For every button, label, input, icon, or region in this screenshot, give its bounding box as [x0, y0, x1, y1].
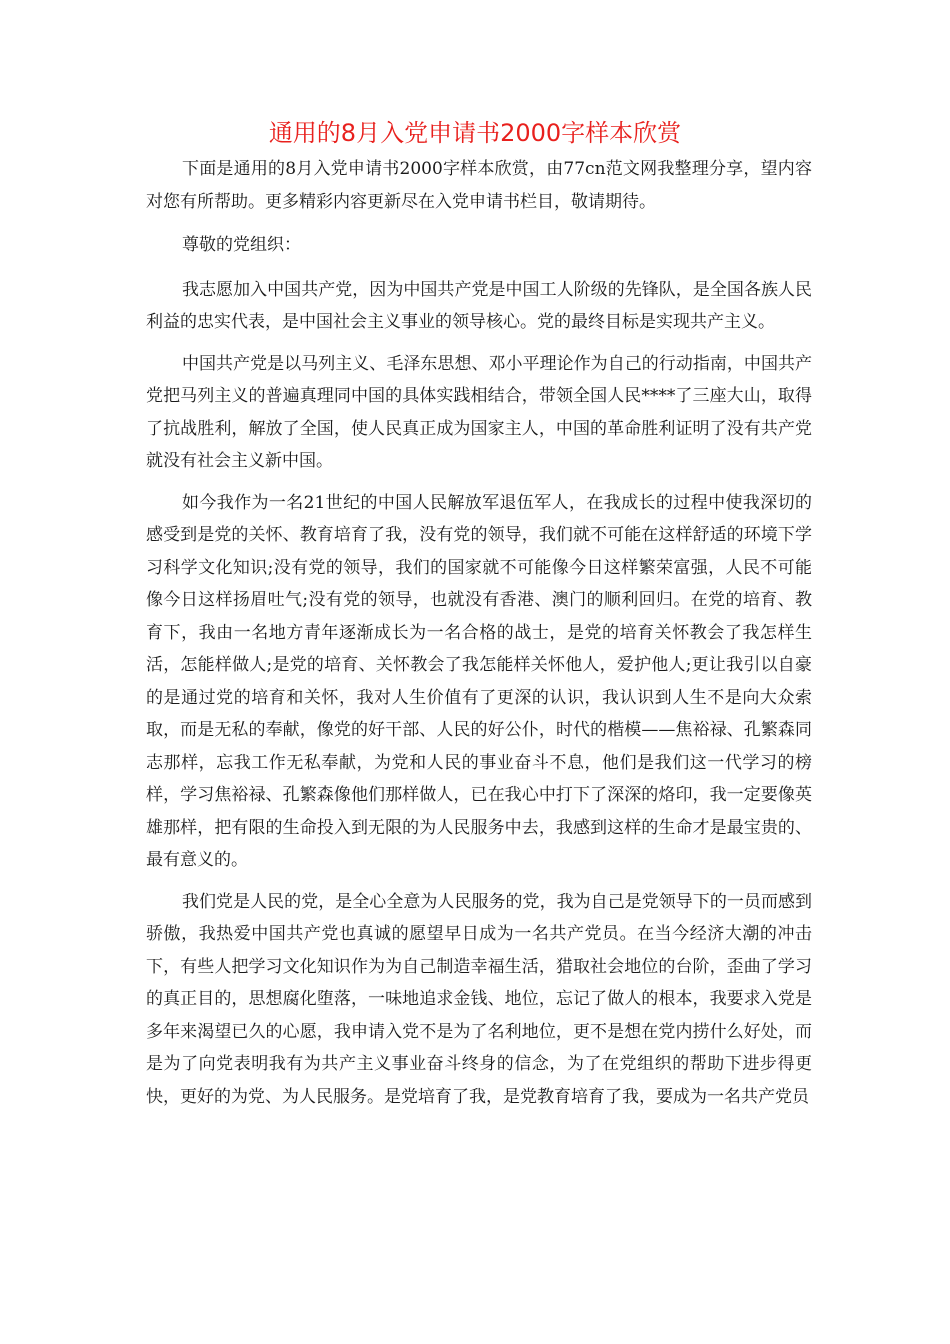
- document-body: [146, 153, 812, 1122]
- body-paragraph: 我志愿加入中国共产党，因为中国共产党是中国工人阶级的先锋队，是全国各族人民利益的忠实代表，是中国社会主义事业的领导核心。党的最终目标是实现共产主义。: [146, 279, 812, 332]
- body-paragraph: 中国共产党是以马列主义、毛泽东思想、邓小平理论作为自己的行动指南，中国共产党把马列主义的普遍真理同中国的具体实践相结合，带领全国人民****了三座大山，取得了抗战胜利，解放了全国，使人民真正成为国家主人，中国的革命胜利证明了没有共产党就没有社会主义新中国。: [146, 353, 812, 471]
- body-paragraph: 我们党是人民的党，是全心全意为人民服务的党，我为自己是党领导下的一员而感到骄傲，我热爱中国共产党也真诚的愿望早日成为一名共产党员。在当今经济大潮的冲击下，有些人把学习文化知识作为为自己制造幸福生活，猎取社会地位的台阶，歪曲了学习的真正目的，思想腐化堕落，一味地追求金钱、地位，忘记了做人的根本，我要求入党是多年来渴望已久的心愿，我申请入党不是为了名利地位，更不是想在党内捞什么好处，而是为了向党表明我有为共产主义事业奋斗终身的信念，为了在党组织的帮助下进步得更快，更好的为党、为人民服务。是党培育了我，是党教育培育了我，要成为一名共产党员: [146, 891, 812, 1107]
- greeting-paragraph: 尊敬的党组织：: [182, 235, 301, 255]
- body-paragraph: 如今我作为一名21世纪的中国人民解放军退伍军人，在我成长的过程中使我深切的感受到是党的关怀、教育培育了我，没有党的领导，我们就不可能在这样舒适的环境下学习科学文化知识;没有党的领导，我们的国家就不可能像今日这样繁荣富强，人民不可能像今日这样扬眉吐气;没有党的领导，也就没有香港、澳门的顺利回归。在党的培育、教育下，我由一名地方青年逐渐成长为一名合格的战士，是党的培育关怀教会了我怎样生活，怎能样做人;是党的培育、关怀教会了我怎能样关怀他人，爱护他人;更让我引以自豪的是通过党的培育和关怀，我对人生价值有了更深的认识，我认识到人生不是向大众索取，而是无私的奉献，像党的好干部、人民的好公仆，时代的楷模——焦裕禄、孔繁森同志那样，忘我工作无私奉献，为党和人民的事业奋斗不息，他们是我们这一代学习的榜样，学习焦裕禄、孔繁森像他们那样做人，已在我心中打下了深深的烙印，我一定要像英雄那样，把有限的生命投入到无限的为人民服务中去，我感到这样的生命才是最宝贵的、最有意义的。: [146, 492, 812, 870]
- document-title: 通用的8月入党申请书2000字样本欣赏: [268, 119, 682, 147]
- intro-paragraph: 下面是通用的8月入党申请书2000字样本欣赏，由77cn范文网我整理分享，望内容对您有所帮助。更多精彩内容更新尽在入党申请书栏目，敬请期待。: [146, 159, 812, 212]
